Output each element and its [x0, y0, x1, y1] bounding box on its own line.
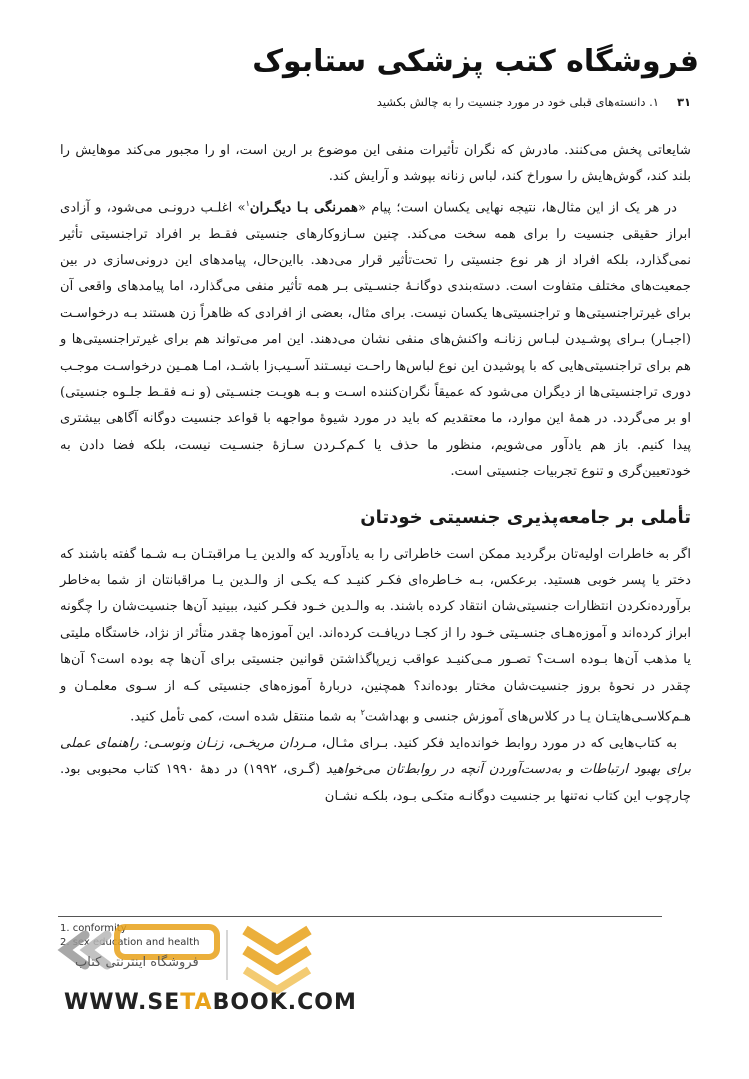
url-accent: TA: [180, 990, 213, 1015]
paragraph-3: [60, 542, 691, 731]
watermark-url: [64, 990, 357, 1015]
paragraph-4-start: به کتاب‌هایی که در مورد روابط خوانده‌اید فکر کنید. بـرای مثـال،: [316, 735, 677, 751]
paragraph-2: [60, 191, 691, 486]
paragraph-4: [60, 731, 691, 810]
url-prefix: WWW.SE: [64, 990, 181, 1015]
body-text: [60, 138, 691, 810]
brand-title: فروشگاه کتب پزشکی ستابوک: [252, 44, 699, 79]
paragraph-3-rest: به شما منتقل شده است، کمی تأمل کنید.: [130, 709, 361, 725]
page-number: ۳۱: [676, 95, 691, 109]
footnote-2: 2. sex education and health: [60, 937, 200, 948]
paragraph-2-start: در هر یک از این مثال‌ها، نتیجه نهایی یکسان است؛ پیام «: [357, 200, 677, 216]
emphasis-conformity: همرنگی بـا دیگـران: [249, 200, 358, 216]
paragraph-4-rest: (گـری، ۱۹۹۲) در دههٔ ۱۹۹۰ کتاب محبوبی بود. چارچوب این کتاب نه‌تنها بر جنسیت دوگانـه متکـی بـود، بلکـه نشـان: [60, 762, 691, 804]
url-suffix: BOOK.COM: [212, 990, 357, 1015]
setabook-logo-icon: [55, 905, 385, 995]
chapter-title: ۱. دانسته‌های قبلی خود در مورد جنسیت را به چالش بکشید: [376, 95, 659, 109]
section-heading: تأملی بر جامعه‌پذیری جنسیتی خودتان: [360, 506, 691, 528]
paragraph-3-start: اگر به خاطرات اولیه‌تان برگردید ممکن است خاطراتی را به یادآورید که والدین یـا مراقبتـان بـه شـما گفته باشند که دختر یا پسر خوبی هستید. برعکس، بـه خـاطره‌ای فکـر کنیـد کـه یکـی از والـدین یـا مراقبانتان از شما به‌خاطر برآورده‌نکردن انتظارات جنسیتی‌شان انتقاد کرده باشند. به والـدین خـود فکـر کنید، ببینید آن‌ها جنسیت‌شان را چگونه ابراز کرده‌اند و آموزه‌هـای جنسـیتی خـود را از کجـا دریافـت کرده‌اند. این آموزه‌ها چقدر متأثر از نژاد، خاستگاه ملیتی یا مذهب آن‌ها بـوده اسـت؟ تصـور مـی‌کنیـد عواقب زیرپاگذاشتن قوانین جنسیتی برای آن‌ها چه بوده است؟ آن‌ها چقدر در نحوهٔ بروز جنسیت‌شان مختار بوده‌اند؟ همچنین، دربارهٔ آموزه‌های جنسیتی کـه از سـوی معلمـان و هـم‌کلاسـی‌هایتـان یـا در کلاس‌های آموزش جنسی و بهداشت: [60, 546, 691, 725]
running-head: [60, 95, 691, 109]
footnote-ref-2: ۲: [360, 708, 365, 718]
footnote-ref-1: ۱: [245, 198, 250, 208]
book-title-italic: مـردان مریخـی، زنـان ونوسـی: راهنمای عملی برای بهبود ارتباطات و به‌دست‌آوردن آنچه در روابط‌تان می‌خواهید: [60, 735, 692, 778]
footnote-1: 1. conformity: [60, 923, 127, 934]
paragraph-1: شایعاتی پخش می‌کنند. مادرش که نگران تأثیرات منفی این موضوع بر ارین است، او را مجبور می‌کند موهایش را بلند کند، گوش‌هایش را سوراخ کند، لباس زنانه بپوشد و آرایش کند.: [60, 143, 691, 185]
paragraph-2-rest: » اغلـب درونـی می‌شود، و آزادی ابراز حقیقی جنسیت را برای همه سخت می‌کند. چنین سـازوکارهای جنسیتی فقـط بر افراد تراجنسیتی تأثیر نمی‌گذارد، بلکه افراد از هر نوع جنسیتی را تحت‌تأثیر قرار می‌دهد. بااین‌حال، پیامدهای این درونی‌سازی در بین جمعیت‌های مختلف متفاوت است. دسته‌بندی دوگانـۀ جنسـیتی بـر همه تأثیر منفی می‌گذارد، اما پیامدهای واقعی آن برای غیرتراجنسیتی‌ها و تراجنسیتی‌ها یکسان نیست. برای مثال، بعضی از افرادی که ظاهراً زن هستند بـه درخواسـت (اجبـار) بـرای پوشـیدن لبـاس زنانـه واکنش‌های منفی نشان می‌دهند. این امر می‌تواند هم برای غیرتراجنسیتی‌ها و هم برای تراجنسیتی‌هایی که با پوشیدن این نوع لباس‌ها راحـت نیسـتند آسـیب‌زا باشـد، امـا همـین درخواسـت موجـب دوری تراجنسیتی‌ها از دیگران می‌شود که عمیقاً نگران‌کننده اسـت و بـه هویـت جنسـیتی (و نـه فقـط جلـوه جنسیتی) او بر می‌گردد. در همهٔ این موارد، ما معتقدیم که باید در مورد شیوهٔ مواجهه با قواعد جنسیت دوگانه آگاهی بیشتری پیدا کنیم. باز هم یادآور می‌شویم، منظور ما حذف یا کـم‌کـردن سـازهٔ جنسـیت نیست، بلکه فضا دادن به خودتعیین‌گری و تنوع تجربیات جنسیتی است.: [60, 200, 691, 480]
watermark-subtitle: فروشگاه اینترنتی کتاب: [75, 955, 199, 970]
